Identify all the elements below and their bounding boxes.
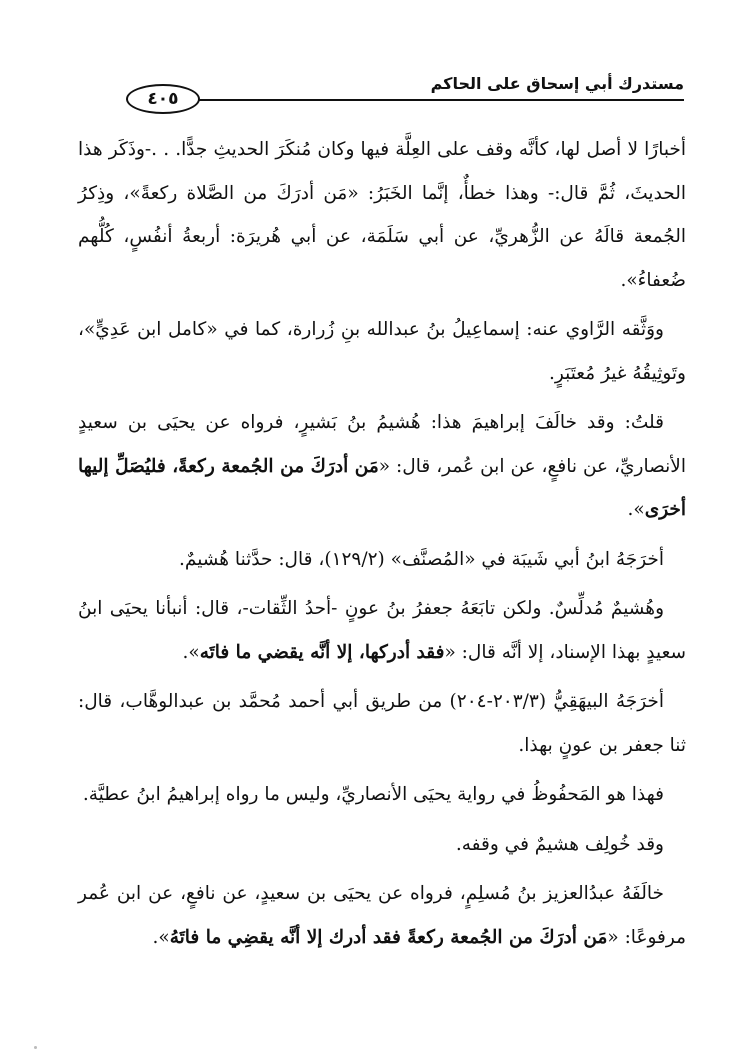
page-number: ٤٠٥ [126, 84, 200, 114]
text-run: وقد خُولِف هشيمٌ في وقفه. [455, 833, 664, 855]
text-run: أخبارًا لا أصل لها، كأنَّه وقف على العِلَّة فيها وكان مُنكَرَ الحديثِ جدًّا. . .-وذَكَر هذا الحديثَ، ثُمَّ قال:- وهذا خطأٌ، إنَّما الخَبَرُ: «مَن أدرَكَ من الصَّلاة ركعةً»، وذِكرُ الجُمعة قالَهُ عن الزُّهريِّ، عن أبي سَلَمَة، عن أبي هُريرَة: أربعةُ أنفُسٍ، كُلُّهم ضُعفاءُ». [78, 139, 686, 291]
paragraph [78, 308, 686, 395]
paragraph [78, 587, 686, 674]
hadith-quote: فقد أدركها، إلا أنَّه يقضي ما فاتَه [199, 641, 445, 663]
text-run: وهُشيمٌ مُدلِّسٌ. ولكن تابَعَهُ جعفرُ بنُ عونٍ -أحدُ الثِّقات-، قال: أنبأنا يحيَى ابنُ سعيدٍ بهذا الإسناد، إلا أنَّه قال: « [78, 598, 686, 663]
text-run: ». [182, 641, 200, 663]
text-run: خالَفَهُ عبدُالعزيز بنُ مُسلِمٍ، فرواه عن يحيَى بن سعيدٍ، عن نافعٍ، عن ابن عُمر مرفوعًا: « [78, 883, 686, 948]
paragraph [78, 538, 686, 582]
hadith-quote: مَن أدرَكَ من الجُمعة ركعةً فقد أدرك إلا أنَّه يقضِي ما فاتَهُ [169, 926, 608, 948]
paragraph [78, 823, 686, 867]
paragraph [78, 401, 686, 532]
text-run: أخرَجَهُ البيهَقِيُّ (٢٠٣/٣-٢٠٤) من طريق أبي أحمد مُحمَّد بن عبدالوهَّاب، قال: ثنا جعفر بن عونٍ بهذا. [78, 691, 686, 756]
scan-dot [34, 1046, 37, 1049]
paragraph [78, 872, 686, 959]
text-run: قلتُ: وقد خالَفَ إبراهيمَ هذا: هُشيمُ بنُ بَشيرٍ، فرواه عن يحيَى بن سعيدٍ الأنصاريِّ، عن نافعٍ، عن ابن عُمر، قال: « [78, 412, 686, 477]
hadith-quote: مَن أدرَكَ من الجُمعة ركعةً، فليُصَلِّ إليها أخرَى [78, 455, 686, 520]
body-text [78, 128, 686, 965]
text-run: ». [627, 499, 645, 520]
text-run: أخرَجَهُ ابنُ أبي شَيبَة في «المُصنَّف» (١٢٩/٢)، قال: حدَّثنا هُشيمٌ. [179, 548, 664, 570]
running-title: مستدرك أبي إسحاق على الحاكم [430, 74, 684, 93]
paragraph [78, 773, 686, 817]
text-run: ووَثَّقه الرَّاوي عنه: إسماعِيلُ بنُ عبدالله بنِ زُرارة، كما في «كامل ابن عَدِيٍّ»، وتَوثِيقُهُ غيرُ مُعتَبَرٍ. [78, 319, 686, 384]
paragraph [78, 680, 686, 767]
text-run: ». [152, 926, 170, 948]
paragraph [78, 128, 686, 302]
text-run: فهذا هو المَحفُوظُ في رواية يحيَى الأنصاريِّ، وليس ما رواه إبراهيمُ ابنُ عطيَّة. [82, 784, 664, 805]
page-header [88, 70, 684, 110]
header-rule [198, 99, 684, 101]
